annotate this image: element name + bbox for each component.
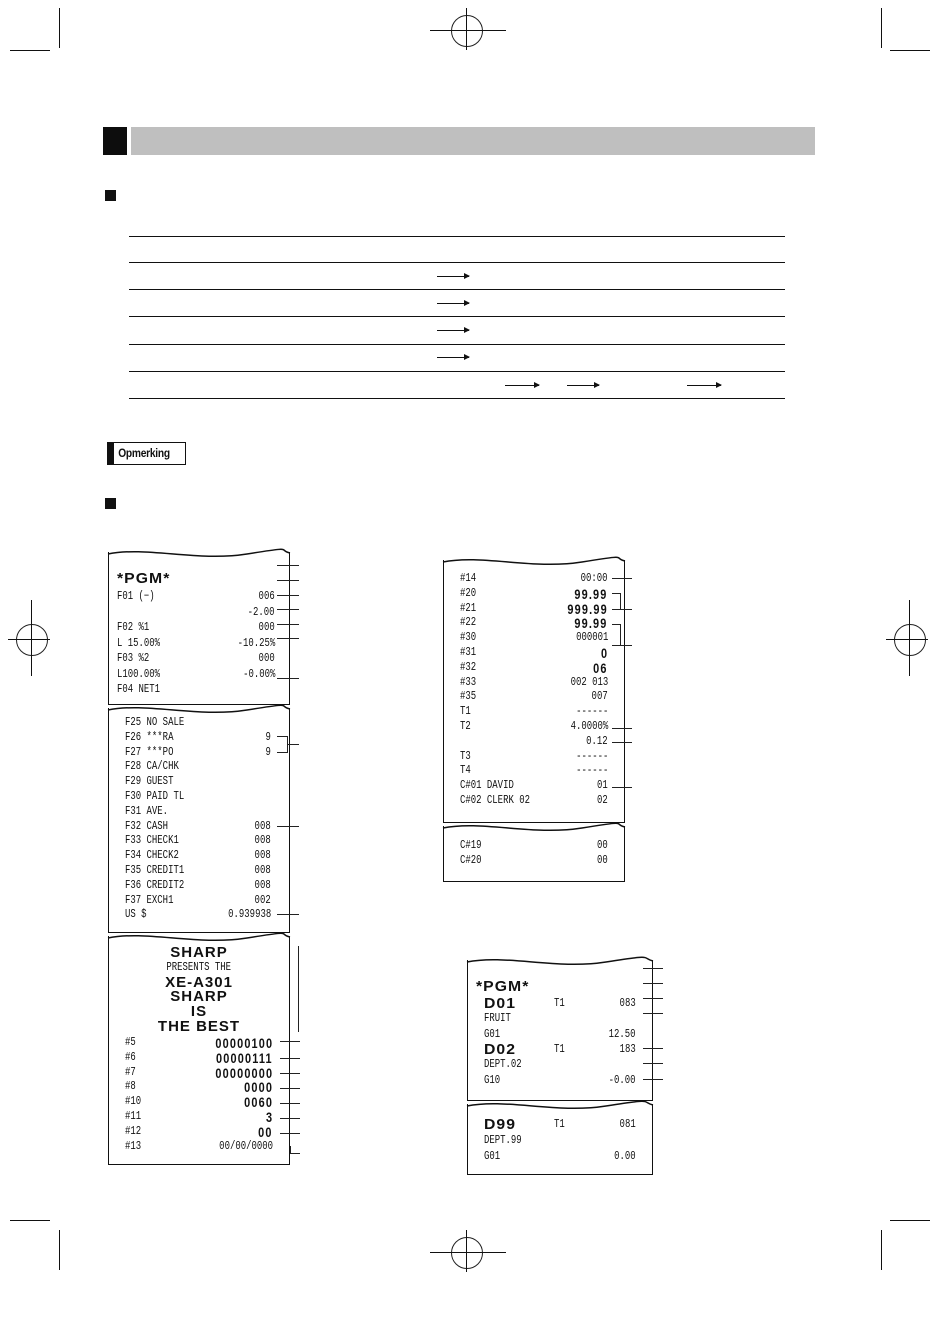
receipt_settings.lines-label: #32: [460, 660, 477, 674]
receipt_dept.tail-value: 0.00: [614, 1150, 636, 1163]
receipt_keys.lines-value: 002: [254, 893, 271, 907]
receipt_dept.lines-value: 12.50: [609, 1027, 636, 1041]
table-rule: [129, 262, 785, 263]
logo-line: SHARP: [170, 988, 228, 1006]
receipt_keys.lines-value: 008: [254, 878, 271, 892]
receipt-header: *PGM*: [117, 570, 171, 587]
note-label-text: Opmerking: [118, 446, 170, 460]
receipt_settings.lines-label: #14: [460, 572, 477, 585]
crop-mark: [10, 50, 50, 51]
receipt_settings.lines-value: 4.0000%: [570, 720, 608, 733]
receipt_settings.lines-value: 007: [591, 690, 608, 704]
callout-line: [277, 638, 299, 639]
receipt_function.lines-label: F02 %1: [117, 621, 150, 634]
receipt_settings.lines-value: 02: [597, 794, 608, 807]
crop-mark: [881, 8, 882, 48]
receipt_keys.lines-label: F34 CHECK2: [125, 849, 179, 863]
arrow-icon: [687, 385, 721, 386]
receipt-tear-edge: [442, 822, 626, 836]
crop-mark: [909, 600, 910, 676]
receipt-tear-edge: [466, 1100, 654, 1114]
logo-setting-label: #5: [125, 1036, 136, 1049]
crop-mark: [881, 1230, 882, 1270]
callout-line: [277, 609, 299, 610]
arrow-icon: [567, 385, 599, 386]
callout-line: [277, 826, 299, 827]
callout-line: [612, 578, 632, 579]
crop-mark: [886, 639, 928, 640]
crop-mark: [890, 50, 930, 51]
receipt_keys.lines-label: F37 EXCH1: [125, 893, 174, 907]
receipt_settings.lines-value: 0: [600, 645, 608, 661]
table-rule: [129, 398, 785, 399]
receipt_settings.lines-value: 00:00: [581, 572, 608, 585]
receipt_function.lines-label: F03 %2: [117, 652, 150, 665]
logo-setting-value: 00000100: [215, 1035, 273, 1051]
callout-line: [612, 728, 632, 729]
receipt_keys.lines-label: F35 CREDIT1: [125, 864, 185, 877]
receipt_keys.lines-label: F28 CA/CHK: [125, 760, 179, 774]
receipt_settings.lines-value: 06: [593, 659, 608, 676]
bullet-icon: [105, 190, 116, 201]
receipt_keys.lines-label: F29 GUEST: [125, 775, 174, 789]
receipt_settings.lines-label: #33: [460, 675, 477, 689]
logo-setting-label: #11: [125, 1110, 142, 1123]
crop-mark: [10, 1220, 50, 1221]
receipt_keys.lines-label: F36 CREDIT2: [125, 878, 185, 892]
receipt_keys.lines-label: F25 NO SALE: [125, 716, 185, 729]
crop-mark: [466, 1230, 467, 1272]
receipt_keys.lines-value: 008: [254, 834, 271, 848]
receipt_settings.lines-label: C#01 DAVID: [460, 779, 514, 793]
receipt_dept.lines-label: FRUIT: [484, 1012, 511, 1026]
callout-line: [280, 1118, 300, 1119]
callout-line: [277, 565, 299, 566]
callout-line: [643, 1048, 663, 1049]
arrow-icon: [505, 385, 539, 386]
callout-line: [620, 624, 621, 645]
receipt_dept.lines-label: D01: [484, 995, 517, 1012]
receipt_function.lines-label: L 15.00%: [117, 636, 161, 650]
receipt_dept.tail-label: D99: [484, 1116, 517, 1133]
logo-setting-value: 0060: [244, 1094, 273, 1111]
receipt_settings.lines-value: 999.99: [567, 600, 608, 617]
callout-line: [612, 593, 620, 594]
table-rule: [129, 236, 785, 237]
receipt_keys.lines-value: 008: [254, 849, 271, 863]
receipt_settings.lines-value: 01: [597, 779, 608, 793]
registration-mark-icon: [451, 15, 483, 47]
receipt_keys.lines-label: F32 CASH: [125, 819, 169, 833]
arrow-icon: [437, 357, 469, 358]
callout-line: [277, 624, 299, 625]
registration-mark-icon: [451, 1237, 483, 1269]
receipt_settings.lines-value: 99.99: [574, 585, 608, 602]
callout-line: [277, 914, 299, 915]
table-rule: [129, 371, 785, 372]
receipt-function-keys: [108, 552, 290, 705]
receipt_keys.lines-label: F31 AVE.: [125, 804, 169, 818]
receipt_keys.lines-label: F27 ***PO: [125, 745, 174, 759]
crop-mark: [890, 1220, 930, 1221]
callout-line: [643, 1079, 663, 1080]
crop-mark: [31, 600, 32, 676]
bullet-icon: [105, 498, 116, 509]
callout-line: [643, 1013, 663, 1014]
receipt_keys.lines-value: 0.939938: [227, 908, 271, 922]
receipt_keys.lines-label: US $: [125, 908, 147, 922]
receipt_settings.lines-label: T3: [460, 749, 471, 763]
receipt_settings.lines-label: T2: [460, 720, 471, 733]
callout-line: [280, 1058, 300, 1059]
logo-line: THE BEST: [157, 1018, 241, 1035]
logo-setting-value: 0000: [244, 1079, 273, 1096]
receipt-tear-edge: [442, 556, 626, 570]
receipt_dept.lines-value: -0.00: [609, 1073, 636, 1087]
receipt-tear-edge: [466, 956, 654, 970]
receipt-tear-edge: [107, 548, 291, 562]
receipt_settings.lines-label: T4: [460, 764, 471, 778]
callout-line: [290, 1153, 300, 1154]
receipt_function.lines-value: 000: [258, 621, 275, 634]
receipt_settings.lines-label: #31: [460, 646, 477, 659]
receipt_settings.lines-value: 000001: [575, 631, 608, 645]
callout-line: [280, 1073, 300, 1074]
receipt_function.lines-value: -0.00%: [242, 667, 275, 681]
receipt_function.lines-label: F04 NET1: [117, 683, 161, 696]
crop-mark: [466, 8, 467, 50]
callout-line: [287, 744, 299, 745]
callout-line: [612, 787, 632, 788]
logo-line: XE-A301: [165, 973, 233, 991]
callout-line: [612, 624, 620, 625]
receipt_dept.lines-tax: T1: [554, 997, 565, 1010]
receipt_keys.lines-label: F30 PAID TL: [125, 790, 185, 803]
logo-line: PRESENTS THE: [166, 960, 231, 974]
callout-line: [620, 593, 621, 609]
callout-line: [277, 595, 299, 596]
receipt_function.lines-value: -2.00: [248, 605, 275, 619]
callout-line: [287, 736, 288, 753]
table-rule: [129, 344, 785, 345]
callout-line: [277, 678, 299, 679]
receipt_settings.tail-label: C#20: [460, 853, 482, 867]
logo-setting-label: #6: [125, 1050, 136, 1064]
callout-line: [643, 1063, 663, 1064]
receipt_settings.lines-label: #22: [460, 616, 477, 630]
receipt_dept.lines-value: 083: [619, 997, 636, 1010]
registration-mark-icon: [894, 624, 926, 656]
receipt-header: *PGM*: [476, 978, 530, 995]
receipt_function.lines-label: L100.00%: [117, 667, 161, 681]
registration-mark-icon: [16, 624, 48, 656]
receipt_settings.lines-label: #21: [460, 601, 477, 615]
callout-line: [277, 580, 299, 581]
arrow-icon: [437, 330, 469, 331]
crop-mark: [430, 30, 506, 31]
receipt_settings.lines-label: T1: [460, 705, 471, 719]
crop-mark: [59, 8, 60, 48]
logo-line: IS: [190, 1003, 208, 1021]
logo-setting-value: 00/00/0000: [219, 1139, 273, 1153]
logo-setting-label: #8: [125, 1080, 136, 1094]
receipt-system-settings: [443, 560, 625, 823]
receipt_settings.lines-value: 002 013: [570, 675, 608, 689]
callout-line: [612, 742, 632, 743]
table-rule: [129, 316, 785, 317]
receipt_keys.lines-value: 008: [254, 864, 271, 877]
receipt_settings.lines-value: 99.99: [574, 615, 608, 632]
callout-line: [643, 998, 663, 999]
receipt_keys.lines-value: 008: [254, 819, 271, 833]
receipt_function.lines-value: 000: [258, 652, 275, 665]
receipt_dept.tail-value: 081: [619, 1118, 636, 1131]
receipt_settings.lines-label: #30: [460, 631, 477, 645]
logo-setting-label: #7: [125, 1065, 136, 1079]
receipt_settings.lines-value: ------: [575, 705, 608, 719]
logo-setting-value: 3: [265, 1109, 273, 1125]
callout-line: [277, 736, 287, 737]
receipt_dept.lines-label: D02: [484, 1040, 517, 1058]
callout-line: [280, 1133, 300, 1134]
receipt_function.lines-value: -10.25%: [237, 636, 275, 650]
receipt_dept.lines-value: 183: [619, 1042, 636, 1056]
receipt_dept.tail-tax: T1: [554, 1118, 565, 1131]
arrow-icon: [437, 276, 469, 277]
receipt_dept.tail-label: G01: [484, 1150, 501, 1163]
receipt_dept.lines-label: G01: [484, 1027, 501, 1041]
logo-setting-value: 00000111: [216, 1049, 273, 1066]
logo-setting-label: #12: [125, 1124, 142, 1138]
receipt_settings.lines-label: C#02 CLERK 02: [460, 794, 530, 807]
callout-line: [612, 645, 632, 646]
receipt_dept.lines-tax: T1: [554, 1042, 565, 1056]
receipt_settings.tail-value: 00: [597, 853, 608, 867]
callout-line: [280, 1088, 300, 1089]
receipt-department: [467, 960, 653, 1101]
logo-setting-value: 00: [258, 1123, 273, 1140]
receipt_settings.tail-value: 00: [597, 839, 608, 852]
receipt_settings.lines-label: #20: [460, 586, 477, 600]
receipt-department-tail: [467, 1104, 653, 1175]
receipt-key-settings: [108, 708, 290, 933]
callout-line: [280, 1041, 300, 1042]
receipt_settings.lines-label: #35: [460, 690, 477, 704]
note-label: [107, 442, 186, 465]
receipt_function.lines-label: F01 (−): [117, 590, 155, 603]
callout-line: [643, 968, 663, 969]
receipt_keys.lines-label: F33 CHECK1: [125, 834, 179, 848]
crop-mark: [59, 1230, 60, 1270]
section-marker: [103, 127, 127, 155]
logo-setting-value: 00000000: [215, 1064, 273, 1081]
receipt_keys.lines-label: F26 ***RA: [125, 730, 174, 744]
receipt_settings.lines-value: ------: [575, 764, 608, 778]
receipt-clerk-tail: [443, 826, 625, 882]
crop-mark: [8, 639, 50, 640]
receipt_dept.lines-label: DEPT.02: [484, 1058, 522, 1072]
callout-line: [280, 1103, 300, 1104]
callout-line: [277, 752, 287, 753]
receipt_settings.lines-value: ------: [575, 749, 608, 763]
callout-line: [298, 946, 299, 1032]
table-rule: [129, 289, 785, 290]
callout-line: [290, 1146, 291, 1153]
logo-setting-label: #10: [125, 1095, 142, 1109]
receipt_settings.lines-value: 0.12: [586, 734, 608, 748]
receipt_dept.lines-label: G10: [484, 1073, 501, 1087]
receipt_settings.tail-label: C#19: [460, 839, 482, 852]
callout-line: [643, 983, 663, 984]
receipt_keys.lines-value: 9: [265, 745, 271, 759]
receipt_dept.tail-label: DEPT.99: [484, 1134, 522, 1147]
receipt_keys.lines-value: 9: [265, 730, 271, 744]
receipt_function.lines-value: 006: [258, 590, 275, 603]
arrow-icon: [437, 303, 469, 304]
logo-setting-label: #13: [125, 1139, 142, 1153]
receipt-logo-settings: [108, 936, 290, 1165]
callout-line: [612, 609, 632, 610]
logo-line: SHARP: [170, 944, 228, 961]
section-title-bar: [131, 127, 815, 155]
crop-mark: [430, 1252, 506, 1253]
